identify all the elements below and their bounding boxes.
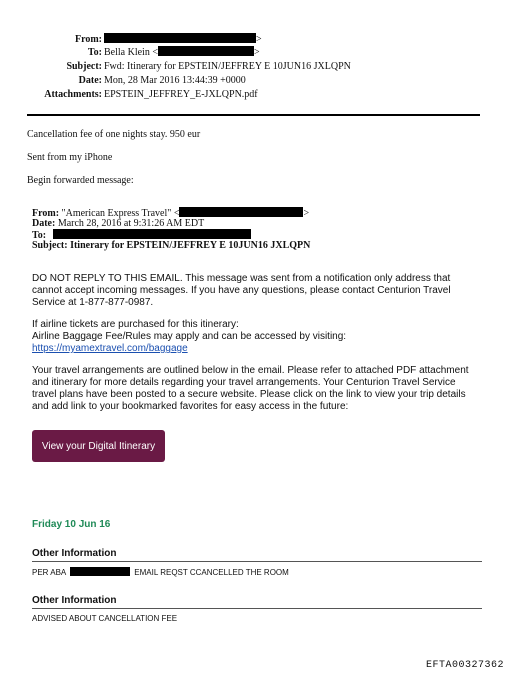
subject-label: Subject: (66, 61, 102, 72)
fwd-from-suffix: > (303, 208, 310, 219)
itinerary-date-heading: Friday 10 Jun 16 (32, 519, 111, 530)
section-divider (32, 608, 482, 609)
to-label: To: (87, 47, 102, 58)
to-suffix: > (253, 47, 260, 58)
from-row (0, 33, 512, 47)
from-suffix: > (256, 34, 262, 45)
date-value: Mon, 28 Mar 2016 13:44:39 +0000 (104, 75, 246, 86)
baggage-link[interactable]: https://myamextravel.com/baggage (32, 343, 188, 354)
fwd-from-label: From: (32, 208, 60, 219)
section-text (32, 567, 289, 577)
redacted-block (70, 567, 130, 576)
attachments-row (0, 88, 512, 102)
redacted-block (158, 46, 254, 56)
baggage-line-1: If airline tickets are purchased for this itinerary: (32, 319, 239, 330)
baggage-line-2: Airline Baggage Fee/Rules may apply and can be accessed by visiting: (32, 331, 347, 342)
fwd-subject-value: Itinerary for EPSTEIN/JEFFREY E 10JUN16 JXLQPN (70, 240, 311, 251)
redacted-block (104, 33, 256, 43)
fwd-date-label: Date: (32, 218, 56, 229)
arrangements-paragraph: Your travel arrangements are outlined below in the email. Please refer to attached PDF attachment and itinerary for more details regarding your travel arrangements. Your Centurion Travel Service travel plans have been posted to a secure website. Please click on the link to view your trip details and add link to your bookmarked favorites for easy access in the future: (32, 365, 469, 412)
fwd-from-value: "American Express Travel" < (61, 208, 180, 219)
cancellation-note: Cancellation fee of one nights stay. 950 eur (27, 129, 201, 140)
date-row (0, 74, 512, 88)
document-id: EFTA00327362 (425, 660, 504, 671)
section-divider (32, 561, 482, 562)
fwd-to-label: To: (32, 230, 47, 241)
from-label: From: (74, 34, 102, 45)
subject-row (0, 60, 512, 74)
section-text-suffix: EMAIL REQST CCANCELLED THE ROOM (134, 568, 289, 577)
view-digital-itinerary-button[interactable]: View your Digital Itinerary (32, 430, 165, 462)
redacted-block (179, 207, 303, 217)
baggage-paragraph (32, 319, 482, 355)
begin-forwarded: Begin forwarded message: (27, 175, 134, 186)
date-label: Date: (78, 75, 102, 86)
attachments-value: EPSTEIN_JEFFREY_E-JXLQPN.pdf (104, 89, 258, 100)
section-title: Other Information (32, 595, 117, 606)
fwd-subject-row (32, 240, 310, 252)
fwd-date-value: March 28, 2016 at 9:31:26 AM EDT (57, 218, 205, 229)
section-title: Other Information (32, 548, 117, 559)
subject-value: Fwd: Itinerary for EPSTEIN/JEFFREY E 10JUN16 JXLQPN (104, 61, 351, 72)
header-divider (27, 114, 480, 116)
to-row (0, 46, 512, 60)
fwd-subject-label: Subject: (32, 240, 68, 251)
no-reply-paragraph: DO NOT REPLY TO THIS EMAIL. This message was sent from a notification only address that cannot accept incoming messages. If you have any questions, please contact Centurion Travel Service at 1-877-877-0987. (32, 273, 451, 308)
section-text: ADVISED ABOUT CANCELLATION FEE (32, 614, 178, 623)
sent-from: Sent from my iPhone (27, 152, 113, 163)
redacted-block (53, 229, 251, 239)
to-value: Bella Klein < (104, 47, 158, 58)
attachments-label: Attachments: (44, 89, 102, 100)
section-text-prefix: PER ABA (32, 568, 66, 577)
